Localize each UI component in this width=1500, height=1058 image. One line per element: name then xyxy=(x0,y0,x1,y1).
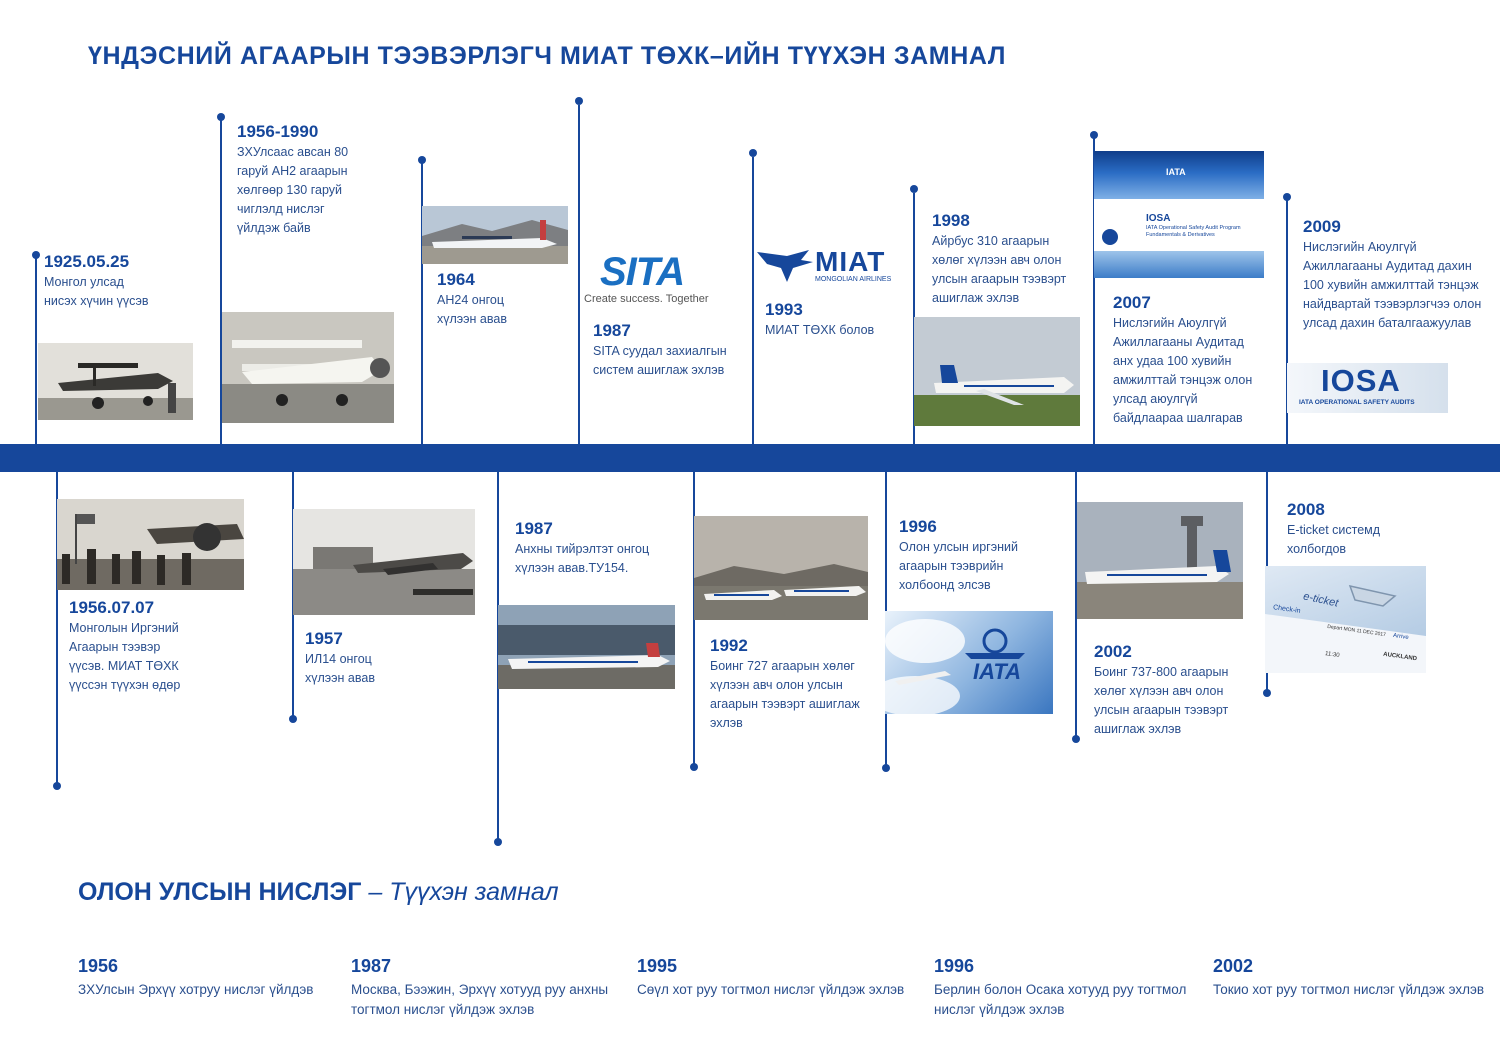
eticket-label: e-ticket xyxy=(1302,590,1340,610)
miat-logo-text: MIAT xyxy=(815,246,886,277)
event-text: SITA суудал захиалгын систем ашиглаж эхлэв xyxy=(593,344,727,377)
intl-year: 1987 xyxy=(351,956,392,976)
timeline-stem xyxy=(421,162,423,445)
intl-text: ЗХУлсын Эрхүү хотруу нислэг үйлдэв xyxy=(78,982,314,997)
timeline-band xyxy=(0,444,1500,472)
event-year: 1998 xyxy=(932,211,970,230)
event-year: 1956.07.07 xyxy=(69,598,155,617)
timeline-dot xyxy=(494,838,502,846)
iosa-doc-header xyxy=(1094,151,1264,199)
timeline-dot xyxy=(217,113,225,121)
iosa-logo-sub: IATA OPERATIONAL SAFETY AUDITS xyxy=(1299,399,1415,406)
miat-logo xyxy=(757,244,897,288)
intl-year: 1996 xyxy=(934,956,975,976)
timeline-dot xyxy=(882,764,890,772)
timeline-dot xyxy=(1263,689,1271,697)
iosa-document-cover xyxy=(1094,151,1264,278)
event-year: 2009 xyxy=(1303,217,1341,236)
event-text: Монголын Иргэний Агаарын тээвэр үүсэв. МИАТ ТӨХК үүссэн түүхэн өдөр xyxy=(69,621,181,692)
event-year: 1996 xyxy=(899,517,937,536)
event-text: E-ticket системд холбогдов xyxy=(1287,523,1381,556)
event-text: Боинг 727 агаарын хөлөг хүлээн авч олон улсын агаарын тээвэрт ашиглаж эхлэв xyxy=(710,659,860,730)
international-title-main: ОЛОН УЛСЫН НИСЛЭГ xyxy=(78,878,362,906)
international-title-dash: – xyxy=(368,878,383,906)
photo-b737-aircraft xyxy=(1077,502,1243,619)
international-title xyxy=(78,878,559,907)
event-year: 1925.05.25 xyxy=(44,252,130,271)
iosa-doc-runway xyxy=(1094,251,1264,278)
intl-year: 2002 xyxy=(1213,956,1254,976)
timeline-dot xyxy=(1090,131,1098,139)
eticket-city: AUCKLAND xyxy=(1382,651,1418,663)
intl-text: Сөүл хот руу тогтмол нислэг үйлдэж эхлэв xyxy=(637,982,905,997)
intl-year: 1995 xyxy=(637,956,678,976)
intl-text: Берлин болон Осака хотууд руу тогтмол нислэг үйлдэж эхлэв xyxy=(934,982,1187,1017)
iosa-doc-subtitle2: Fundamentals & Derivatives xyxy=(1146,232,1215,238)
iosa-doc-subtitle: IATA Operational Safety Audit Program xyxy=(1146,225,1241,231)
miat-logo-sub: MONGOLIAN AIRLINES xyxy=(815,276,892,283)
event-year: 1993 xyxy=(765,300,803,319)
miat-bird-icon xyxy=(757,246,817,286)
photo-a310-aircraft xyxy=(914,317,1080,426)
eticket-depart: Depart MON 11 DEC 2017 xyxy=(1326,623,1387,639)
photo-ceremony xyxy=(57,499,244,590)
timeline-dot xyxy=(1283,193,1291,201)
iata-small-logo: IATA xyxy=(1166,167,1186,177)
event-text: Нислэгийн Аюулгүй Ажиллагааны Аудитад анх удаа 100 хувийн амжилттай тэнцэж олон улсад аюулгүй байдлаараа шалгарав xyxy=(1113,316,1253,425)
event-text: Анхны тийрэлтэт онгоц хүлээн авав.ТУ154. xyxy=(515,542,650,575)
photo-il14-aircraft xyxy=(293,509,475,615)
iata-logo-sky xyxy=(885,611,1053,714)
timeline-dot xyxy=(32,251,40,259)
event-text: Айрбус 310 агаарын хөлөг хүлээн авч олон улсын агаарын тээвэрт ашиглаж эхлэв xyxy=(932,234,1067,305)
event-text: АН24 онгоц хүлээн авав xyxy=(437,293,507,326)
photo-early-aircraft xyxy=(38,343,193,420)
sita-logo-text: SITA xyxy=(600,250,685,294)
event-text: ИЛ14 онгоц хүлээн авав xyxy=(305,652,375,685)
event-text: Олон улсын иргэний агаарын тээврийн холбоонд элсэв xyxy=(899,540,1018,592)
photo-an2-biplane xyxy=(222,312,394,423)
timeline-dot xyxy=(910,185,918,193)
timeline-dot xyxy=(53,782,61,790)
timeline-stem xyxy=(578,105,580,445)
intl-year: 1956 xyxy=(78,956,119,976)
event-year: 1956-1990 xyxy=(237,122,319,141)
sita-tagline: Create success. Together xyxy=(584,293,709,305)
iosa-logo-text: IOSA xyxy=(1321,363,1401,398)
timeline-dot xyxy=(690,763,698,771)
timeline-dot xyxy=(418,156,426,164)
timeline-dot xyxy=(575,97,583,105)
event-text: Нислэгийн Аюулгүй Ажиллагааны Аудитад дахин 100 хувийн амжилттай тэнцэж найдвартай тээвэрлэгчээ олон улсад дахин баталгаажуулав xyxy=(1303,240,1482,330)
sita-logo xyxy=(584,250,724,312)
eticket-time: 11:30 xyxy=(1324,651,1340,659)
timeline-stem xyxy=(752,157,754,445)
timeline-dot xyxy=(1072,735,1080,743)
event-text: МИАТ ТӨХК болов xyxy=(765,323,875,337)
photo-b727-aircraft xyxy=(694,516,868,620)
intl-text: Москва, Бээжин, Эрхүү хотууд руу анхны тогтмол нислэг үйлдэж эхлэв xyxy=(351,982,609,1017)
event-year: 2007 xyxy=(1113,293,1151,312)
photo-an24-aircraft xyxy=(422,206,568,264)
event-year: 2002 xyxy=(1094,642,1132,661)
photo-tu154-aircraft xyxy=(498,605,675,689)
iata-logo-text: IATA xyxy=(973,659,1022,684)
event-year: 1987 xyxy=(593,321,631,340)
eticket-arrive: Arrive xyxy=(1392,632,1410,642)
eticket-image xyxy=(1265,566,1426,673)
intl-text: Токио хот руу тогтмол нислэг үйлдэж эхлэв xyxy=(1213,982,1485,997)
event-year: 1957 xyxy=(305,629,343,648)
event-year: 1992 xyxy=(710,636,748,655)
eticket-checkin: Check-in xyxy=(1272,604,1301,615)
event-year: 1964 xyxy=(437,270,475,289)
page-title: ҮНДЭСНИЙ АГААРЫН ТЭЭВЭРЛЭГЧ МИАТ ТӨХК–ИЙН ТҮҮХЭН ЗАМНАЛ xyxy=(88,42,1006,70)
event-text: Боинг 737-800 агаарын хөлөг хүлээн авч олон улсын агаарын тээвэрт ашиглаж эхлэв xyxy=(1094,665,1229,736)
iosa-seal-icon xyxy=(1102,229,1118,245)
international-title-sub: Түүхэн замнал xyxy=(389,878,559,906)
event-text: ЗХУлсаас авсан 80 гаруй АН2 агаарын хөлгөөр 130 гаруй чиглэлд нислэг үйлдэж байв xyxy=(237,145,349,235)
iosa-logo xyxy=(1287,363,1448,413)
iosa-doc-title: IOSA xyxy=(1146,213,1171,224)
timeline-dot xyxy=(289,715,297,723)
event-text: Монгол улсад нисэх хүчин үүсэв xyxy=(44,275,149,308)
timeline-dot xyxy=(749,149,757,157)
event-year: 1987 xyxy=(515,519,553,538)
event-year: 2008 xyxy=(1287,500,1325,519)
timeline-stem xyxy=(35,255,37,445)
